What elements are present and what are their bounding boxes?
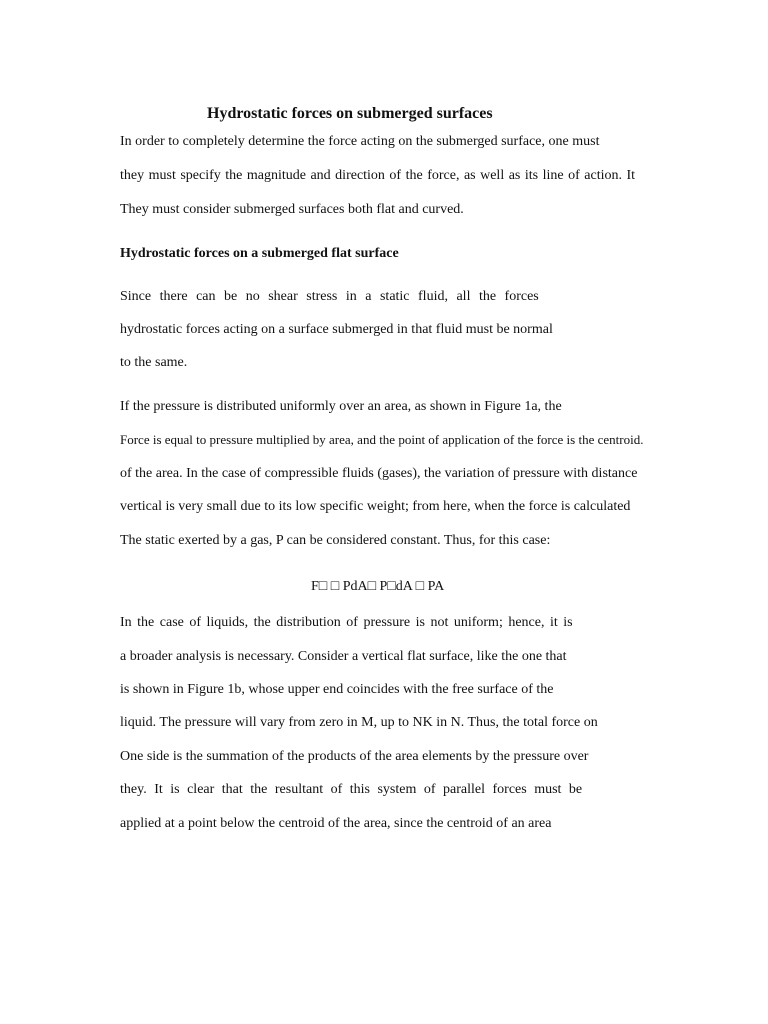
para2-line-4: vertical is very small due to its low specific weight; from here, when the force is calculated (120, 499, 631, 514)
para2-line-2: Force is equal to pressure multiplied by area, and the point of application of the force is the centroid. (120, 432, 644, 447)
para3-line-4: liquid. The pressure will vary from zero in M, up to NK in N. Thus, the total force on (120, 715, 598, 730)
section-subheading: Hydrostatic forces on a submerged flat surface (120, 246, 399, 261)
para3-line-5: One side is the summation of the products of the area elements by the pressure over (120, 749, 589, 764)
intro-line-3: They must consider submerged surfaces both flat and curved. (120, 202, 464, 217)
para1-line-3: to the same. (120, 355, 188, 370)
para2-line-3: of the area. In the case of compressible fluids (gases), the variation of pressure with distance (120, 466, 638, 481)
para3-line-7: applied at a point below the centroid of the area, since the centroid of an area (120, 816, 552, 831)
intro-line-2: they must specify the magnitude and direction of the force, as well as its line of action. It (120, 168, 636, 183)
para2-line-5: The static exerted by a gas, P can be considered constant. Thus, for this case: (120, 533, 551, 548)
para3-line-6: they. It is clear that the resultant of this system of parallel forces must be (120, 782, 583, 797)
document-title: Hydrostatic forces on submerged surfaces (207, 105, 493, 122)
para1-line-2: hydrostatic forces acting on a surface submerged in that fluid must be normal (120, 322, 553, 337)
para1-line-1: Since there can be no shear stress in a static fluid, all the forces (120, 289, 539, 304)
force-formula: F□ □ PdA□ P□dA □ PA (311, 579, 445, 594)
para3-line-1: In the case of liquids, the distribution of pressure is not uniform; hence, it is (120, 615, 573, 630)
para3-line-2: a broader analysis is necessary. Consider a vertical flat surface, like the one that (120, 649, 567, 664)
para2-line-1: If the pressure is distributed uniformly over an area, as shown in Figure 1a, the (120, 399, 562, 414)
para3-line-3: is shown in Figure 1b, whose upper end coincides with the free surface of the (120, 682, 554, 697)
intro-line-1: In order to completely determine the force acting on the submerged surface, one must (120, 134, 600, 149)
